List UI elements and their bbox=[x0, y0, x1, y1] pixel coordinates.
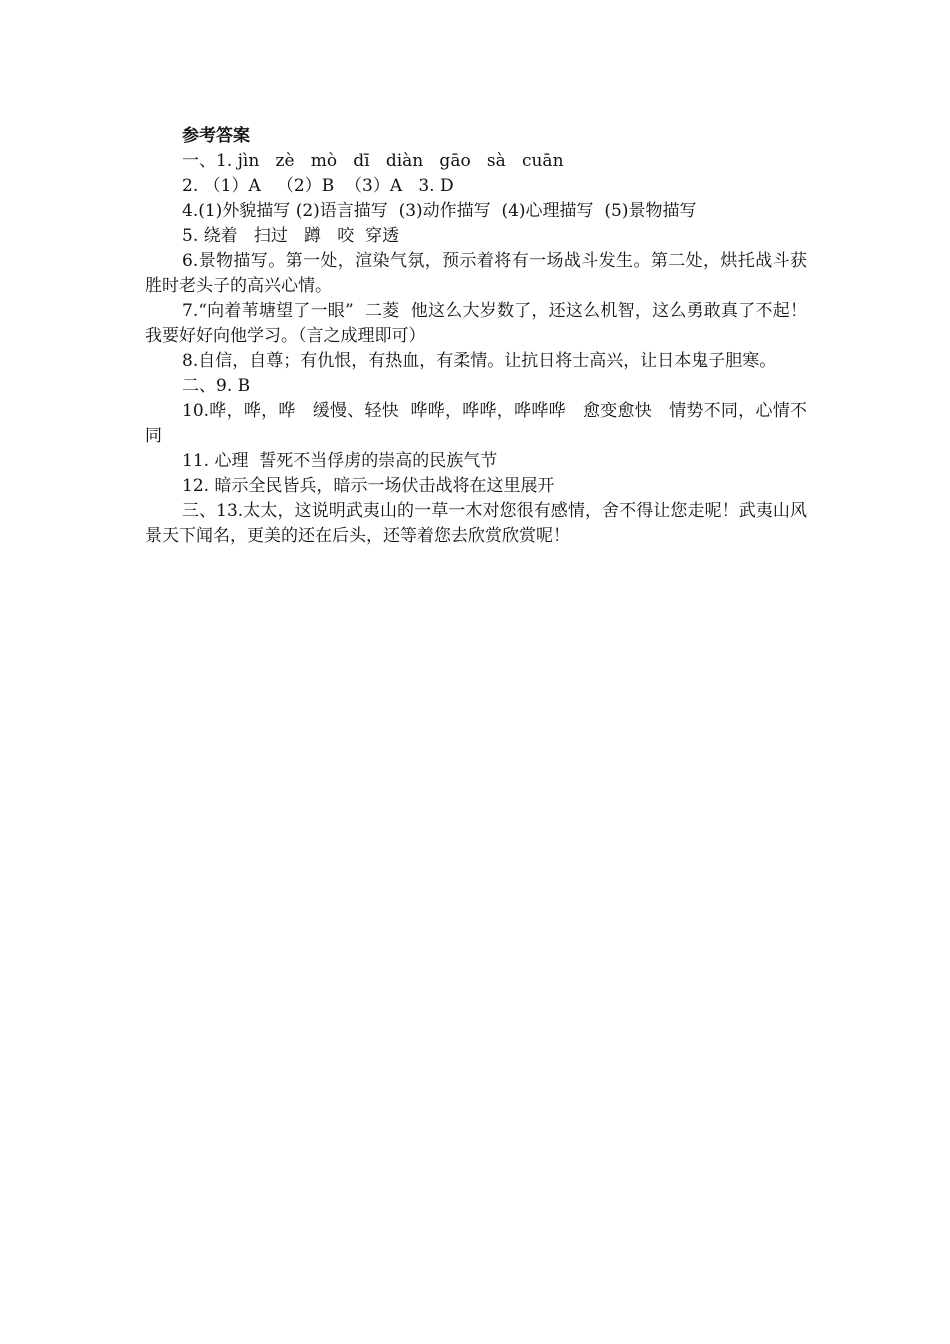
page-title: 参考答案 bbox=[182, 126, 250, 146]
answer-line-11: 11. 心理 誓死不当俘虏的崇高的民族气节 bbox=[182, 451, 498, 471]
answer-line-1: 一、1. jìn zè mò dī diàn gāo sà cuān bbox=[182, 151, 564, 171]
answer-line-4: 4.(1)外貌描写 (2)语言描写 (3)动作描写 (4)心理描写 (5)景物描写 bbox=[182, 201, 697, 221]
answer-line-13: 三、13.太太，这说明武夷山的一草一木对您很有感情，舍不得让您走呢！武夷山风景天下闻名，更美的还在后头，还等着您去欣赏欣赏呢！ bbox=[145, 501, 807, 546]
answer-line-5: 5. 绕着 扫过 蹲 咬 穿透 bbox=[182, 226, 400, 246]
answer-line-8: 8.自信，自尊；有仇恨，有热血，有柔情。让抗日将士高兴，让日本鬼子胆寒。 bbox=[182, 351, 777, 371]
answer-key-page bbox=[145, 124, 807, 549]
answer-line-2: 2. （1）A （2）B （3）A 3. D bbox=[182, 176, 454, 196]
answer-line-7: 7.“向着苇塘望了一眼” 二菱 他这么大岁数了，还这么机智，这么勇敢真了不起！我要好好向他学习。（言之成理即可） bbox=[145, 301, 807, 346]
answer-line-12: 12. 暗示全民皆兵，暗示一场伏击战将在这里展开 bbox=[182, 476, 555, 496]
answer-line-6: 6.景物描写。第一处，渲染气氛，预示着将有一场战斗发生。第二处，烘托战斗获胜时老头子的高兴心情。 bbox=[145, 251, 807, 296]
answer-line-9: 二、9. B bbox=[182, 376, 251, 396]
answer-line-10: 10.哗，哗，哗 缓慢、轻快 哗哗，哗哗，哗哗哗 愈变愈快 情势不同，心情不同 bbox=[145, 401, 807, 446]
